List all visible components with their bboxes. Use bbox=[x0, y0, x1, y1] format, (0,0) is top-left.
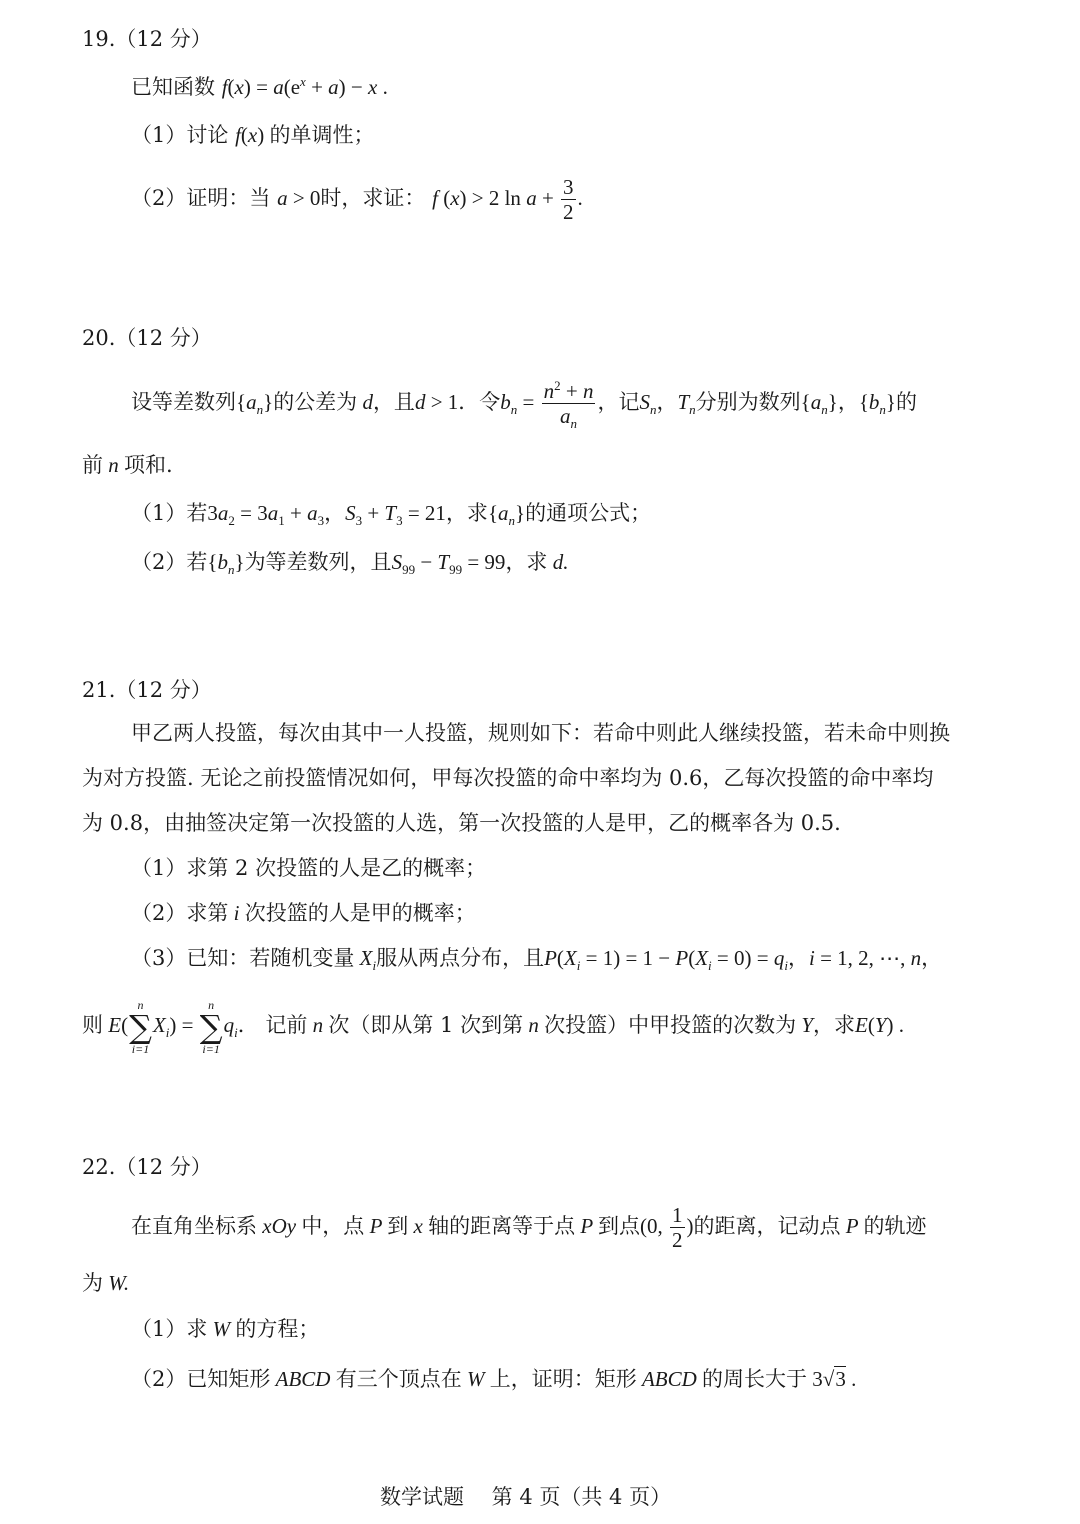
q22-part1-b: 的方程； bbox=[235, 1317, 320, 1341]
q21-line5-e: ，求 bbox=[813, 1013, 856, 1037]
q21-part2-a: （2）求第 bbox=[131, 901, 229, 925]
q21-line2: 为对方投篮. 无论之前投篮情况如何，甲每次投篮的命中率均为 0.6，乙每次投篮的命中率均 bbox=[82, 766, 934, 790]
q21-line5: 则 E( n ∑ i=1 $X_i$) = n ∑ i=1 $q_i$． 记前 n 次（即从第 1 次到第 n 次投篮）中甲投篮的次数为 Y，求E(Y) . bbox=[82, 997, 905, 1056]
q21-line5-a: 则 bbox=[82, 1013, 103, 1037]
q22-line1-e: 到点 bbox=[598, 1214, 641, 1238]
q20-part2: （2）若$\{b_n\}$为等差数列，且$S_{99} - T_{99} = 99$，求 d. bbox=[131, 550, 569, 578]
q20-line1-d: ．令 bbox=[458, 390, 501, 414]
q20-part2-a: （2）若 bbox=[131, 550, 208, 574]
q19-function: f bbox=[221, 75, 228, 99]
sum-symbol: n ∑ i=1 bbox=[199, 997, 223, 1056]
q21-part1: （1）求第 2 次投篮的人是乙的概率； bbox=[131, 856, 487, 880]
q21-part3: （3）已知：若随机变量 $X_i$服从两点分布，且$P(X_i = 1) = 1 - P(X_i = 0) = q_i$，i = 1, 2, ⋯, n， bbox=[131, 946, 943, 974]
q20-header: 20.（12 分） bbox=[82, 326, 212, 350]
q22-part2-a: （2）已知矩形 bbox=[131, 1367, 271, 1391]
q22-line1-g: 的轨迹 bbox=[863, 1214, 927, 1238]
q22-line1-c: 到 bbox=[387, 1214, 409, 1238]
page-footer: 数学试题 第 4 页（共 4 页） bbox=[380, 1485, 672, 1509]
q19-part2-text-b: 时，求证： bbox=[320, 186, 426, 210]
q19-intro-text: 已知函数 bbox=[131, 75, 215, 99]
q20-fraction: $\frac{n^2 + n}{a_n}$ bbox=[543, 378, 594, 432]
q22-line1-d: 轴的距离等于点 bbox=[428, 1214, 576, 1238]
q20-line2: 前 n 项和. bbox=[82, 453, 173, 477]
q22-header: 22.（12 分） bbox=[82, 1155, 212, 1179]
q22-part1-a: （1）求 bbox=[131, 1317, 208, 1341]
q19-fraction: $\frac{3}{2}$ bbox=[563, 175, 574, 224]
q22-line2: 为 W. bbox=[82, 1271, 130, 1295]
q20-line1-b: 的公差为 bbox=[273, 390, 358, 414]
q21-part3-a: （3）已知：若随机变量 bbox=[131, 946, 355, 970]
q20-part1: （1）若$3a_2 = 3a_1 + a_3$，$S_3 + T_3 = 21$，求$\{a_n\}$的通项公式； bbox=[131, 501, 652, 529]
q19-part2: （2）证明：当 a > 0时，求证： f (x) > 2 ln a + $\frac{3}{2}$ . bbox=[131, 175, 583, 224]
q20-line1-f: 分别为数列 bbox=[695, 390, 801, 414]
q20-line2-pre: 前 bbox=[82, 453, 103, 477]
q20-line2-text: 项和. bbox=[124, 453, 173, 477]
q22-part2-c: 上，证明：矩形 bbox=[489, 1367, 637, 1391]
sum-symbol: n ∑ i=1 bbox=[129, 997, 152, 1056]
q19-header: 19.（12 分） bbox=[82, 27, 212, 51]
q22-line1-b: 中，点 bbox=[301, 1214, 365, 1238]
q21-line3: 为 0.8，由抽签决定第一次投篮的人选，第一次投篮的人是甲，乙的概率各为 0.5. bbox=[82, 811, 841, 835]
q19-intro: 已知函数 $f(x) = a(e^x + a) - x$ . bbox=[131, 74, 388, 99]
q20-line1-a: 设等差数列 bbox=[131, 390, 236, 414]
q20-line1-g: 的 bbox=[896, 390, 918, 414]
q21-line5-b: ． 记前 bbox=[237, 1013, 308, 1037]
q21-line1: 甲乙两人投篮，每次由其中一人投篮，规则如下：若命中则此人继续投篮，若未命中则换 bbox=[131, 721, 950, 745]
q22-part2: （2）已知矩形 ABCD 有三个顶点在 W 上，证明：矩形 ABCD 的周长大于 3√3 . bbox=[131, 1367, 857, 1391]
q20-line1: 设等差数列$\{a_n\}$的公差为 d，且d > 1．令$b_n$ = $\frac{n^2 + n}{a_n}$ ，记$S_n$，$T_n$分别为数列$\{a_n\}$，$\{b_n\}$的 bbox=[131, 378, 918, 432]
q19-part1-text-b: 的单调性； bbox=[269, 123, 375, 147]
q21-part2: （2）求第 i 次投篮的人是甲的概率； bbox=[131, 901, 476, 925]
q21-header: 21.（12 分） bbox=[82, 678, 212, 702]
q21-part2-b: 次投篮的人是甲的概率； bbox=[244, 901, 476, 925]
q21-line5-c: 次（即从第 1 次到第 bbox=[328, 1013, 524, 1037]
q21-line5-d: 次投篮）中甲投篮的次数为 bbox=[544, 1013, 797, 1037]
q21-part3-b: 服从两点分布，且 bbox=[376, 946, 545, 970]
q22-part1: （1）求 W 的方程； bbox=[131, 1317, 320, 1341]
q22-line1-f: 的距离，记动点 bbox=[693, 1214, 841, 1238]
q20-part2-c: ，求 bbox=[505, 550, 548, 574]
q22-line1: 在直角坐标系 xOy 中，点 P 到 x 轴的距离等于点 P 到点(0, $\frac{1}{2}$ )的距离，记动点 P 的轨迹 bbox=[131, 1203, 927, 1252]
q22-part2-d: 的周长大于 bbox=[702, 1367, 808, 1391]
q22-line1-a: 在直角坐标系 bbox=[131, 1214, 257, 1238]
q22-part2-b: 有三个顶点在 bbox=[335, 1367, 462, 1391]
q20-part2-b: 为等差数列，且 bbox=[244, 550, 392, 574]
q19-part1-text-a: （1）讨论 bbox=[131, 123, 229, 147]
q22-fraction: $\frac{1}{2}$ bbox=[672, 1203, 683, 1252]
q20-part1-a: （1）若 bbox=[131, 501, 208, 525]
q22-line2-a: 为 bbox=[82, 1271, 103, 1295]
q20-part1-b: ，求 bbox=[445, 501, 488, 525]
q20-line1-c: ，且 bbox=[372, 390, 415, 414]
q20-line1-e: ，记 bbox=[597, 390, 640, 414]
q19-part1: （1）讨论 f(x) 的单调性； bbox=[131, 123, 375, 147]
q20-part1-c: 的通项公式； bbox=[525, 501, 652, 525]
q19-part2-text-a: （2）证明：当 bbox=[131, 186, 271, 210]
